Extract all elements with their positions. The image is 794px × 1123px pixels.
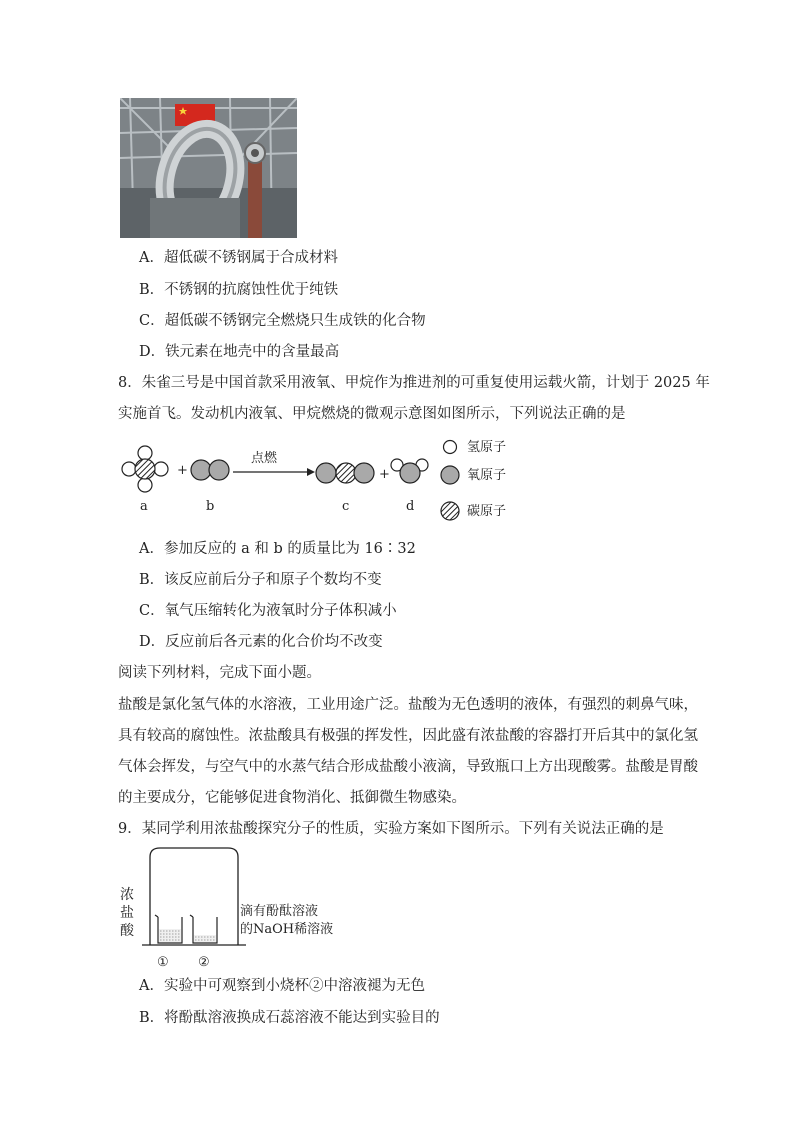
q9-option-b — [139, 1007, 440, 1029]
naoh-label — [240, 903, 333, 939]
beaker-2-label: ② — [198, 955, 210, 970]
option-letter: A． — [139, 978, 164, 994]
q9-option-a — [139, 975, 425, 997]
legend-oxygen-icon — [441, 466, 459, 484]
option-text: 超低碳不锈钢完全燃烧只生成铁的化合物 — [164, 313, 426, 329]
q8-option-a — [139, 538, 416, 560]
hcl-label — [120, 886, 134, 940]
label-d: d — [406, 499, 415, 514]
option-text: 该反应前后分子和原子个数均不变 — [164, 572, 382, 588]
reading-para-line4: 的主要成分，它能够促进食物消化、抵御微生物感染。 — [118, 790, 466, 806]
q8-stem-line1: 8．朱雀三号是中国首款采用液氧、甲烷作为推进剂的可重复使用运载火箭，计划于 2025 年 — [118, 375, 710, 391]
label-a: a — [140, 499, 148, 514]
option-letter: D． — [139, 634, 166, 650]
q9-stem: 9．某同学利用浓盐酸探究分子的性质，实验方案如下图所示。下列有关说法正确的是 — [118, 821, 664, 837]
q8-stem-line2: 实施首飞。发动机内液氧、甲烷燃烧的微观示意图如图所示，下列说法正确的是 — [118, 406, 626, 422]
beaker-1-label: ① — [157, 955, 169, 970]
option-text: 铁元素在地壳中的含量最高 — [165, 344, 340, 360]
q7-option-a — [139, 247, 338, 269]
option-text: 超低碳不锈钢属于合成材料 — [163, 250, 338, 266]
legend-carbon: 碳原子 — [467, 504, 507, 519]
q8-option-b — [139, 569, 382, 591]
naoh-label-line1: 滴有酚酞溶液 — [240, 904, 319, 919]
photo-illustration — [120, 98, 297, 238]
option-letter: D． — [139, 344, 166, 360]
molecule-a — [122, 446, 168, 492]
arrow-label: 点燃 — [251, 451, 278, 466]
hcl-label-char: 浓 — [120, 887, 134, 903]
reading-para-line2: 具有较高的腐蚀性。浓盐酸具有极强的挥发性，因此盛有浓盐酸的容器打开后其中的氯化氢 — [118, 728, 698, 744]
reading-intro: 阅读下列材料，完成下面小题。 — [118, 665, 321, 681]
option-text: 氧气压缩转化为液氧时分子体积减小 — [164, 603, 397, 619]
legend-oxygen: 氧原子 — [467, 468, 507, 483]
option-text: 将酚酞溶液换成石蕊溶液不能达到实验目的 — [164, 1010, 440, 1026]
reading-para-line3: 气体会挥发，与空气中的水蒸气结合形成盐酸小液滴，导致瓶口上方出现酸雾。盐酸是胃酸 — [118, 759, 698, 775]
plus-sign: + — [379, 467, 390, 482]
naoh-label-line2: 的NaOH稀溶液 — [240, 922, 334, 937]
molecule-d — [391, 459, 428, 483]
legend-hydrogen: 氢原子 — [467, 440, 507, 455]
option-letter: B． — [139, 572, 165, 588]
option-letter: A． — [139, 541, 164, 557]
option-text: 反应前后各元素的化合价均不改变 — [165, 634, 383, 650]
q7-option-c — [139, 310, 426, 332]
option-letter: C． — [139, 313, 165, 329]
option-letter: C． — [139, 603, 165, 619]
reaction-micro-diagram — [115, 430, 535, 530]
option-letter: B． — [139, 282, 165, 298]
molecule-b — [191, 460, 229, 480]
legend-hydrogen-icon — [444, 441, 457, 454]
option-text: 实验中可观察到小烧杯②中溶液褪为无色 — [163, 978, 425, 994]
molecule-c — [316, 463, 374, 483]
q8-option-d — [139, 631, 383, 653]
hcl-label-char: 盐 — [120, 905, 134, 921]
plus-sign: + — [177, 463, 188, 478]
option-text: 不锈钢的抗腐蚀性优于纯铁 — [164, 282, 339, 298]
beaker-1 — [155, 915, 182, 943]
label-b: b — [206, 499, 215, 514]
option-letter: B． — [139, 1010, 165, 1026]
beaker-2 — [190, 915, 217, 943]
reading-para-line1: 盐酸是氯化氢气体的水溶液，工业用途广泛。盐酸为无色透明的液体，有强烈的刺鼻气味， — [118, 697, 698, 713]
q8-option-c — [139, 600, 397, 622]
hcl-label-char: 酸 — [120, 923, 134, 939]
q7-option-d — [139, 341, 339, 363]
option-text: 参加反应的 a 和 b 的质量比为 16∶32 — [163, 541, 416, 557]
steel-structure-photo — [120, 98, 297, 238]
label-c: c — [342, 499, 350, 514]
beaker-experiment-diagram — [140, 845, 250, 970]
q7-option-b — [139, 279, 338, 301]
legend-carbon-icon — [441, 502, 459, 520]
option-letter: A． — [139, 250, 164, 266]
